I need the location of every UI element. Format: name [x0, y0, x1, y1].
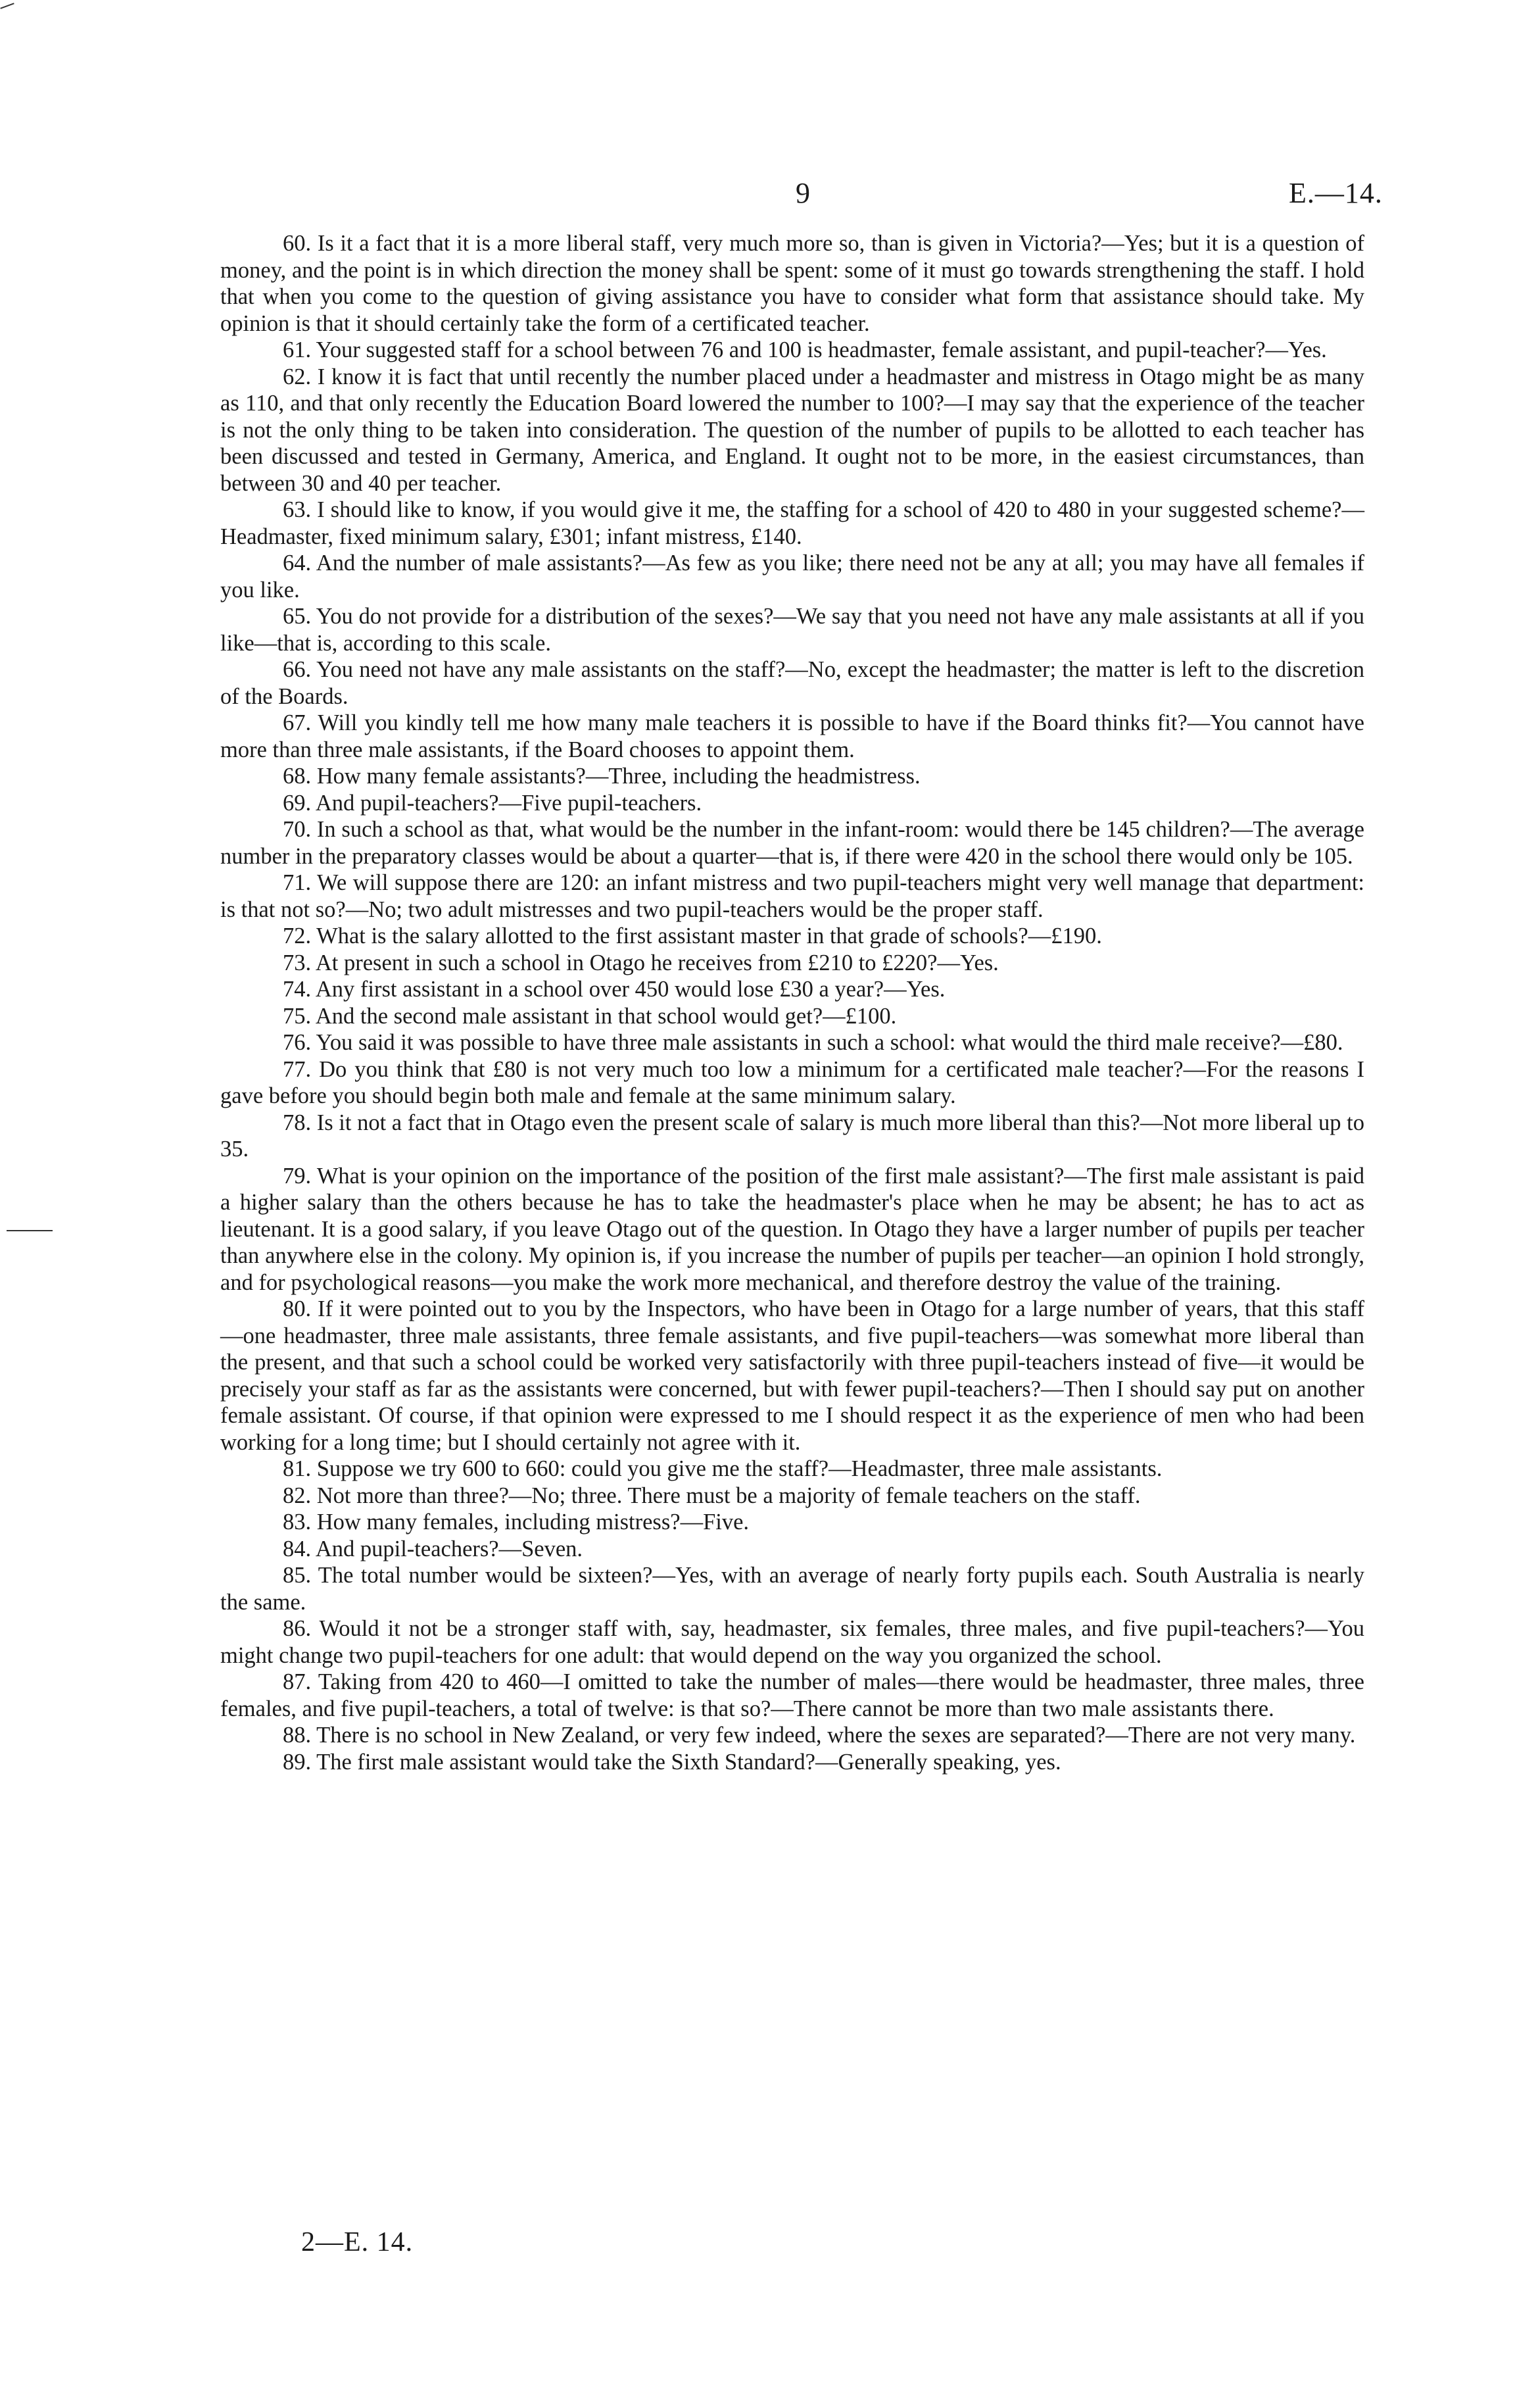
qa-paragraph: 70. In such a school as that, what would be the number in the infant-room: would there be 145 children?—The average number in the preparatory classes would be about a quarter—that is, if there were 420 in the school there would only be 105.	[220, 817, 1364, 869]
document-reference: E.—14.	[1289, 177, 1383, 209]
margin-mark	[0, 3, 14, 9]
qa-paragraph: 63. I should like to know, if you would give it me, the staffing for a school of 420 to 480 in your suggested scheme?—Headmaster, fixed minimum salary, £301; infant mistress, £140.	[220, 497, 1364, 549]
qa-paragraph: 67. Will you kindly tell me how many male teachers it is possible to have if the Board thinks fit?—You cannot have more than three male assistants, if the Board chooses to appoint them.	[220, 710, 1364, 762]
page-number: 9	[796, 177, 810, 209]
qa-paragraph: 60. Is it a fact that it is a more liberal staff, very much more so, than is given in Victoria?—Yes; but it is a question of money, and the point is in which direction the money shall be spent: some of it must go towards strengthening the staff. I hold that when you come to the question of giving assistance you have to consider what form that assistance should take. My opinion is that it should certainly take the form of a certificated teacher.	[220, 231, 1364, 336]
printer-signature: 2—E. 14.	[301, 2227, 414, 2257]
qa-paragraph: 73. At present in such a school in Otago he receives from £210 to £220?—Yes.	[283, 950, 999, 975]
qa-paragraph: 64. And the number of male assistants?—As few as you like; there need not be any at all; you may have all females if you like.	[220, 551, 1364, 602]
margin-mark	[7, 1230, 53, 1231]
qa-paragraph: 88. There is no school in New Zealand, or very few indeed, where the sexes are separated?—There are not very many.	[283, 1723, 1356, 1748]
qa-paragraph: 79. What is your opinion on the importance of the position of the first male assistant?—The first male assistant is paid a higher salary than the others because he has to take the headmaster's place when he may be absent; he has to act as lieutenant. It is a good salary, if you leave Otago out of the question. In Otago they have a larger number of pupils per teacher than anywhere else in the colony. My opinion is, if you increase the number of pupils per teacher—an opinion I hold strongly, and for psychological reasons—you make the work more mechanical, and therefore destroy the value of the training.	[220, 1163, 1364, 1295]
qa-paragraph: 69. And pupil-teachers?—Five pupil-teachers.	[283, 790, 702, 816]
qa-paragraph: 77. Do you think that £80 is not very much too low a minimum for a certificated male teacher?—For the reasons I gave before you should begin both male and female at the same minimum salary.	[220, 1056, 1364, 1108]
qa-paragraph: 78. Is it not a fact that in Otago even the present scale of salary is much more liberal than this?—Not more liberal up to 35.	[220, 1110, 1364, 1162]
qa-paragraph: 82. Not more than three?—No; three. There must be a majority of female teachers on the staff.	[283, 1483, 1141, 1508]
qa-paragraph: 86. Would it not be a stronger staff with, say, headmaster, six females, three males, and five pupil-teachers?—You might change two pupil-teachers for one adult: that would depend on the way you organized the school.	[220, 1616, 1364, 1668]
qa-paragraph: 85. The total number would be sixteen?—Yes, with an average of nearly forty pupils each. South Australia is nearly the same.	[220, 1563, 1364, 1615]
qa-paragraph: 71. We will suppose there are 120: an infant mistress and two pupil-teachers might very well manage that department: is that not so?—No; two adult mistresses and two pupil-teachers would be the proper staff.	[220, 870, 1364, 922]
qa-paragraph: 76. You said it was possible to have three male assistants in such a school: what would the third male receive?—£80.	[283, 1030, 1343, 1055]
qa-paragraph: 89. The first male assistant would take the Sixth Standard?—Generally speaking, yes.	[283, 1749, 1061, 1775]
qa-paragraph: 72. What is the salary allotted to the first assistant master in that grade of schools?—£190.	[283, 923, 1102, 948]
qa-paragraph: 80. If it were pointed out to you by the Inspectors, who have been in Otago for a large number of years, that this staff—one headmaster, three male assistants, three female assistants, and five pupil-teachers—was somewhat more liberal than the present, and that such a school could be worked very satisfactorily with three pupil-teachers instead of five—it would be precisely your staff as far as the assistants were concerned, but with fewer pupil-teachers?—Then I should say put on another female assistant. Of course, if that opinion were expressed to me I should respect it as the experience of men who had been working for a long time; but I should certainly not agree with it.	[220, 1296, 1364, 1455]
document-body	[220, 230, 1364, 1775]
qa-paragraph: 62. I know it is fact that until recently the number placed under a headmaster and mistress in Otago might be as many as 110, and that only recently the Education Board lowered the number to 100?—I may say that the experience of the teacher is not the only thing to be taken into consideration. The question of the number of pupils to be allotted to each teacher has been discussed and tested in Germany, America, and England. It ought not to be more, in the easiest circumstances, than between 30 and 40 per teacher.	[220, 364, 1364, 496]
qa-paragraph: 81. Suppose we try 600 to 660: could you give me the staff?—Headmaster, three male assistants.	[283, 1456, 1163, 1481]
qa-paragraph: 61. Your suggested staff for a school between 76 and 100 is headmaster, female assistant, and pupil-teacher?—Yes.	[283, 337, 1327, 362]
qa-paragraph: 83. How many females, including mistress?—Five.	[283, 1510, 750, 1535]
qa-paragraph: 87. Taking from 420 to 460—I omitted to take the number of males—there would be headmaster, three males, three females, and five pupil-teachers, a total of twelve: is that so?—There cannot be more than two male assistants there.	[220, 1669, 1364, 1721]
qa-paragraph: 66. You need not have any male assistants on the staff?—No, except the headmaster; the matter is left to the discretion of the Boards.	[220, 657, 1364, 709]
qa-paragraph: 74. Any first assistant in a school over 450 would lose £30 a year?—Yes.	[283, 977, 946, 1002]
qa-paragraph: 84. And pupil-teachers?—Seven.	[283, 1536, 583, 1561]
qa-paragraph: 65. You do not provide for a distribution of the sexes?—We say that you need not have any male assistants at all if you like—that is, according to this scale.	[220, 604, 1364, 656]
qa-paragraph: 68. How many female assistants?—Three, including the headmistress.	[283, 764, 921, 789]
qa-paragraph: 75. And the second male assistant in that school would get?—£100.	[283, 1003, 897, 1029]
